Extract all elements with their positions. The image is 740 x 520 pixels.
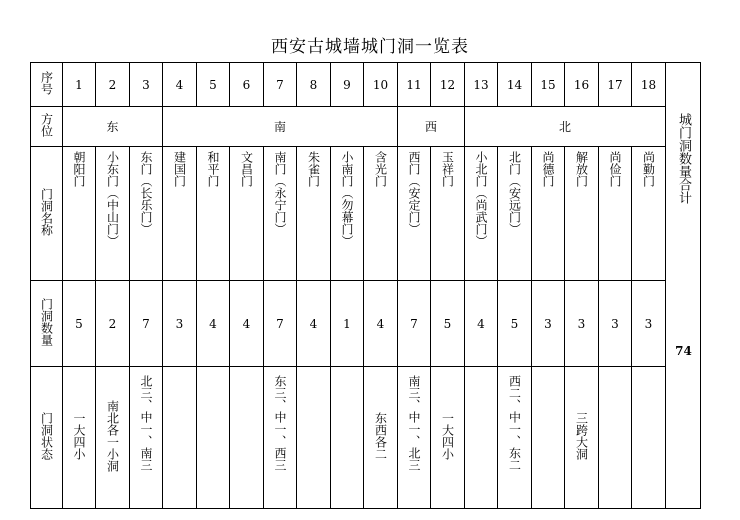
- direction-label-cell: [31, 107, 63, 147]
- gate-name: 东门（长乐门）: [139, 151, 153, 235]
- gate-count: 7: [264, 281, 297, 367]
- status-row: [31, 367, 701, 509]
- gate-name: 玉祥门: [440, 151, 455, 187]
- gate-status-cell: [63, 367, 96, 509]
- gate-name: 西门（安定门）: [407, 151, 421, 235]
- gate-count: 4: [230, 281, 264, 367]
- gate-count: 5: [498, 281, 532, 367]
- gate-no: 4: [163, 63, 197, 107]
- gate-table: [30, 62, 701, 509]
- count-label: 门洞数量: [39, 298, 54, 346]
- gate-name-cell: [498, 147, 532, 281]
- direction-east: 东: [63, 107, 163, 147]
- gate-count: 2: [96, 281, 130, 367]
- gate-no: 13: [465, 63, 498, 107]
- direction-north: 北: [465, 107, 666, 147]
- gate-name-cell: [532, 147, 565, 281]
- gate-name-cell: [230, 147, 264, 281]
- gate-count: 4: [465, 281, 498, 367]
- gate-status-cell: [632, 367, 666, 509]
- status-label: 门洞状态: [39, 412, 54, 460]
- gate-name: 朱雀门: [306, 151, 321, 187]
- gate-count: 7: [130, 281, 163, 367]
- gate-count: 5: [431, 281, 465, 367]
- direction-label: 方位: [39, 113, 54, 137]
- gate-name: 南门（永宁门）: [273, 151, 287, 235]
- gate-status-cell: [398, 367, 431, 509]
- gate-no: 3: [130, 63, 163, 107]
- gate-name-cell: [63, 147, 96, 281]
- gate-status: 南北各一小洞: [105, 400, 120, 472]
- direction-west: 西: [398, 107, 465, 147]
- gate-count: 3: [163, 281, 197, 367]
- gate-no: 14: [498, 63, 532, 107]
- gate-name: 尚勤门: [641, 151, 656, 187]
- total-count: 74: [675, 344, 692, 358]
- gate-no: 10: [364, 63, 398, 107]
- gate-no: 1: [63, 63, 96, 107]
- gate-name-cell: [331, 147, 364, 281]
- name-label-cell: [31, 147, 63, 281]
- gate-name: 文昌门: [239, 151, 254, 187]
- gate-name-cell: [297, 147, 331, 281]
- gate-status: 东三、中一、西三: [273, 375, 287, 471]
- gate-no: 9: [331, 63, 364, 107]
- gate-name: 建国门: [172, 151, 187, 187]
- gate-name-cell: [565, 147, 599, 281]
- gate-no: 15: [532, 63, 565, 107]
- direction-south: 南: [163, 107, 398, 147]
- name-label: 门洞名称: [39, 188, 54, 236]
- gate-no: 17: [599, 63, 632, 107]
- gate-status-cell: [565, 367, 599, 509]
- gate-status: 南三、中一、北三: [407, 375, 421, 471]
- total-header-cell: [666, 63, 701, 509]
- count-row: [31, 281, 701, 367]
- gate-name: 尚俭门: [608, 151, 622, 187]
- gate-count: 3: [599, 281, 632, 367]
- total-header: 城门洞数量合计: [676, 113, 691, 204]
- gate-status-cell: [163, 367, 197, 509]
- gate-status-cell: [297, 367, 331, 509]
- gate-name-cell: [632, 147, 666, 281]
- gate-count: 4: [297, 281, 331, 367]
- gate-name: 尚德门: [541, 151, 555, 187]
- gate-no: 11: [398, 63, 431, 107]
- gate-status-cell: [364, 367, 398, 509]
- gate-count: 3: [632, 281, 666, 367]
- gate-status: 三跨大洞: [574, 412, 589, 460]
- gate-status-cell: [599, 367, 632, 509]
- gate-status-cell: [130, 367, 163, 509]
- gate-name-cell: [431, 147, 465, 281]
- gate-status-cell: [197, 367, 230, 509]
- index-label: 序号: [39, 71, 54, 95]
- gate-status-cell: [96, 367, 130, 509]
- gate-name: 和平门: [206, 151, 220, 187]
- index-row: [31, 63, 701, 107]
- gate-status-cell: [264, 367, 297, 509]
- gate-count: 1: [331, 281, 364, 367]
- gate-count: 3: [532, 281, 565, 367]
- name-row: [31, 147, 701, 281]
- gate-count: 4: [197, 281, 230, 367]
- count-label-cell: [31, 281, 63, 367]
- gate-no: 16: [565, 63, 599, 107]
- gate-name: 朝阳门: [72, 151, 86, 187]
- status-label-cell: [31, 367, 63, 509]
- gate-name-cell: [465, 147, 498, 281]
- gate-status-cell: [532, 367, 565, 509]
- gate-status: 一大四小: [72, 412, 86, 460]
- gate-status: 西二、中一、东二: [507, 375, 522, 471]
- gate-count: 7: [398, 281, 431, 367]
- gate-status-cell: [230, 367, 264, 509]
- gate-name-cell: [264, 147, 297, 281]
- gate-status-cell: [431, 367, 465, 509]
- gate-status-cell: [331, 367, 364, 509]
- gate-name-cell: [398, 147, 431, 281]
- gate-name-cell: [197, 147, 230, 281]
- gate-name: 解放门: [574, 151, 589, 187]
- gate-name-cell: [599, 147, 632, 281]
- gate-no: 6: [230, 63, 264, 107]
- gate-name: 含光门: [373, 151, 388, 187]
- gate-no: 7: [264, 63, 297, 107]
- direction-row: [31, 107, 701, 147]
- gate-count: 4: [364, 281, 398, 367]
- gate-name: 小南门（勿幕门）: [340, 151, 354, 247]
- gate-count: 5: [63, 281, 96, 367]
- gate-status: 一大四小: [440, 412, 455, 460]
- page-title: 西安古城墙城门洞一览表: [271, 37, 469, 57]
- gate-no: 18: [632, 63, 666, 107]
- gate-name: 北门（安远门）: [507, 151, 522, 235]
- gate-status: 东西各二: [373, 412, 388, 460]
- gate-status-cell: [465, 367, 498, 509]
- gate-name-cell: [163, 147, 197, 281]
- gate-count: 3: [565, 281, 599, 367]
- gate-no: 12: [431, 63, 465, 107]
- gate-name-cell: [364, 147, 398, 281]
- gate-no: 8: [297, 63, 331, 107]
- gate-no: 5: [197, 63, 230, 107]
- gate-status-cell: [498, 367, 532, 509]
- gate-name-cell: [96, 147, 130, 281]
- gate-name: 小东门（中山门）: [105, 151, 120, 247]
- gate-status: 北三、中一、南三: [139, 375, 153, 471]
- gate-name: 小北门（尚武门）: [474, 151, 488, 247]
- gate-name-cell: [130, 147, 163, 281]
- gate-no: 2: [96, 63, 130, 107]
- index-label-cell: [31, 63, 63, 107]
